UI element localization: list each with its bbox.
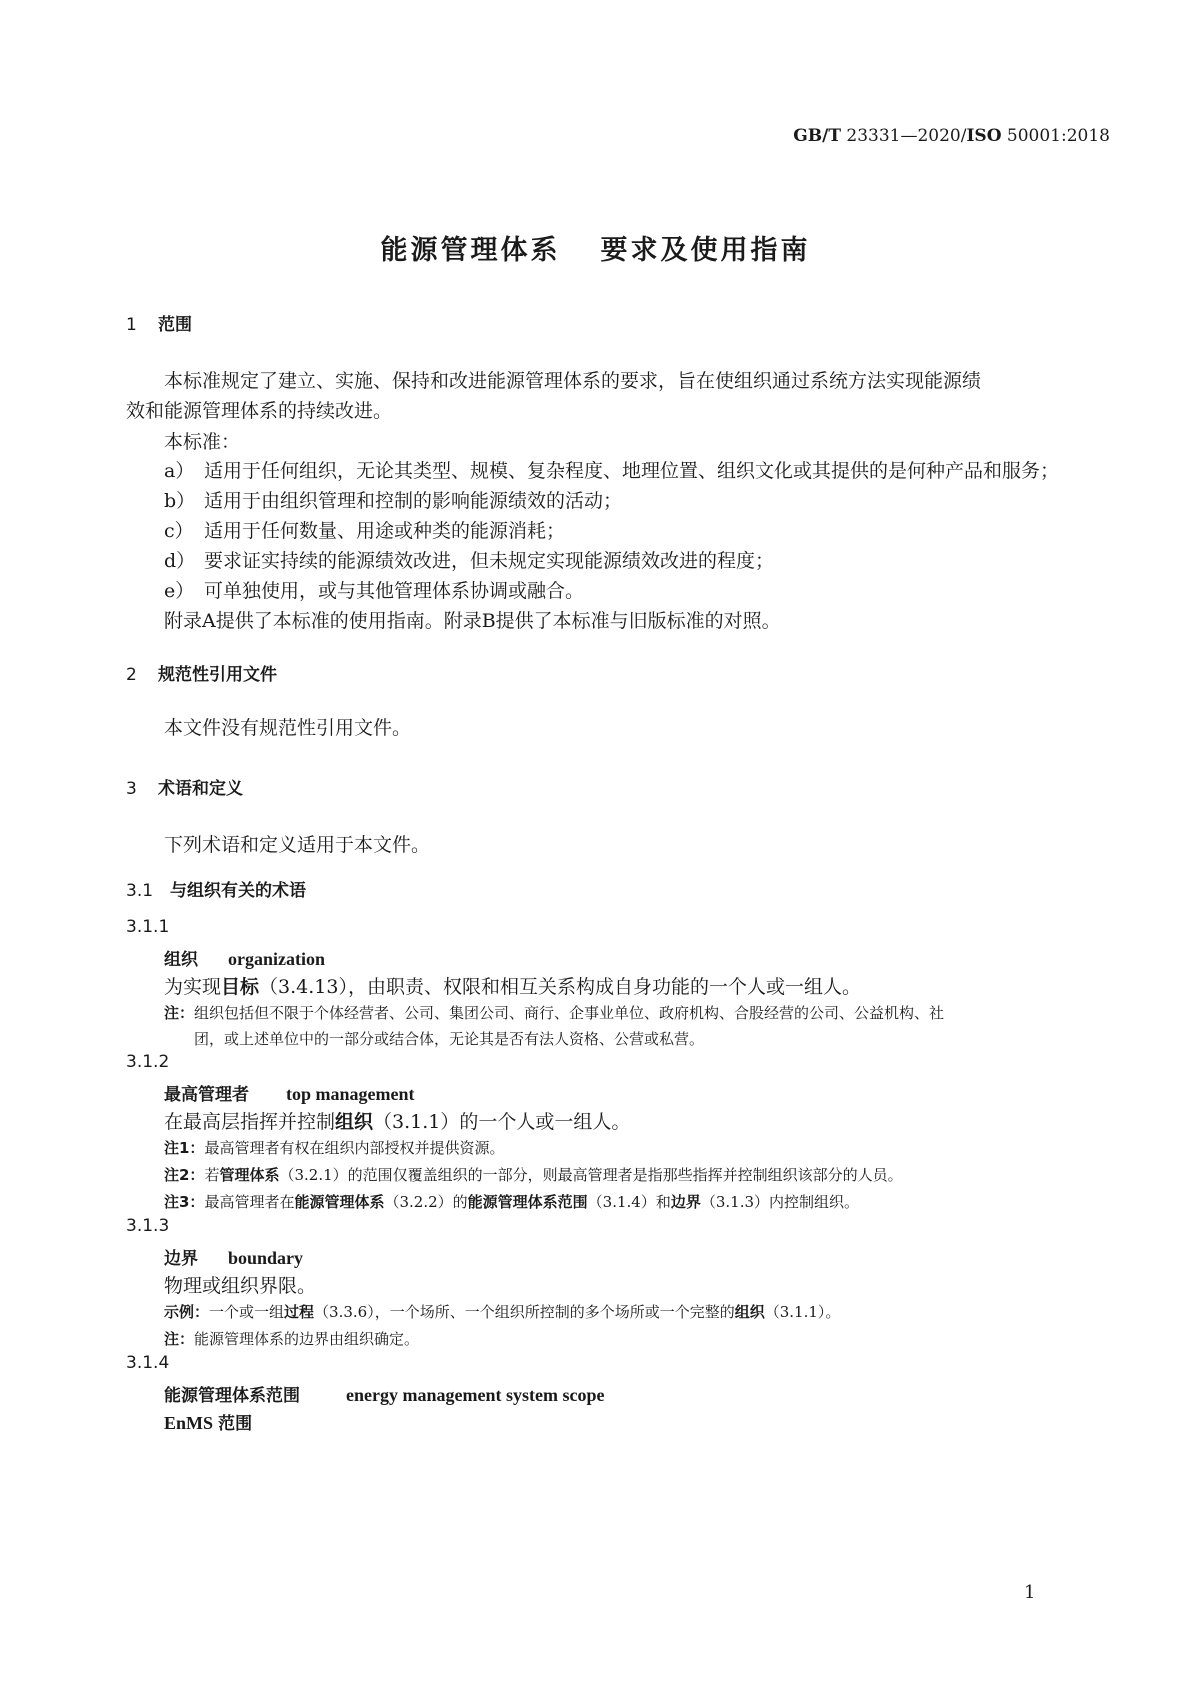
list-item: a） 适用于任何组织，无论其类型、规模、复杂程度、地理位置、组织文化或其提供的是何种产品和服务； <box>164 460 1060 482</box>
term-alternate: EnMS 范围 <box>164 1413 253 1434</box>
section-2-paragraph: 本文件没有规范性引用文件。 <box>164 717 412 739</box>
term-note: 注1：最高管理者有权在组织内部授权并提供资源。 <box>164 1139 505 1157</box>
term-heading: 最高管理者 top management <box>164 1084 415 1105</box>
list-item: d） 要求证实持续的能源绩效改进，但未规定实现能源绩效改进的程度； <box>164 550 775 572</box>
term-note: 注：能源管理体系的边界由组织确定。 <box>164 1330 420 1348</box>
list-item: c） 适用于任何数量、用途或种类的能源消耗； <box>164 520 566 542</box>
term-heading: 能源管理体系范围 energy management system scope <box>164 1385 605 1406</box>
section-1-heading: 1 范围 <box>126 315 192 335</box>
term-number: 3.1.4 <box>126 1353 170 1373</box>
term-note: 注3：最高管理者在能源管理体系（3.2.2）的能源管理体系范围（3.1.4）和边界（3.1.3）内控制组织。 <box>164 1193 860 1211</box>
section-3-1-heading: 3.1 与组织有关的术语 <box>126 881 306 901</box>
term-heading: 边界 boundary <box>164 1248 304 1269</box>
document-title: 能源管理体系 要求及使用指南 <box>380 235 811 266</box>
section-3-paragraph: 下列术语和定义适用于本文件。 <box>164 834 431 856</box>
section-1-intro: 本标准： <box>164 431 241 453</box>
term-definition: 为实现目标（3.4.13），由职责、权限和相互关系构成自身功能的一个人或一组人。 <box>164 976 861 998</box>
page-number: 1 <box>1024 1582 1036 1603</box>
term-number: 3.1.3 <box>126 1216 170 1236</box>
standard-number: GB/T 23331—2020/ISO 50001:2018 <box>793 126 1110 146</box>
term-example: 示例：一个或一组过程（3.3.6），一个场所、一个组织所控制的多个场所或一个完整的组织（3.1.1）。 <box>164 1303 841 1321</box>
term-note: 注2：若管理体系（3.2.1）的范围仅覆盖组织的一部分，则最高管理者是指那些指挥并控制组织该部分的人员。 <box>164 1166 903 1184</box>
term-definition: 在最高层指挥并控制组织（3.1.1）的一个人或一组人。 <box>164 1111 631 1133</box>
annex-note: 附录A提供了本标准的使用指南。附录B提供了本标准与旧版标准的对照。 <box>164 610 781 632</box>
section-3-heading: 3 术语和定义 <box>126 779 243 799</box>
section-1-paragraph-line2: 效和能源管理体系的持续改进。 <box>126 400 393 422</box>
term-note: 注：组织包括但不限于个体经营者、公司、集团公司、商行、企事业单位、政府机构、合股经营的公司、公益机构、社 <box>164 1004 945 1022</box>
list-item: e） 可单独使用，或与其他管理体系协调或融合。 <box>164 580 585 602</box>
list-item: b） 适用于由组织管理和控制的影响能源绩效的活动； <box>164 490 623 512</box>
term-note-continuation: 团，或上述单位中的一部分或结合体，无论其是否有法人资格、公营或私营。 <box>194 1030 705 1048</box>
section-2-heading: 2 规范性引用文件 <box>126 665 277 685</box>
term-number: 3.1.1 <box>126 917 170 937</box>
term-definition: 物理或组织界限。 <box>164 1275 317 1297</box>
term-heading: 组织 organization <box>164 949 325 970</box>
section-1-paragraph-line1: 本标准规定了建立、实施、保持和改进能源管理体系的要求，旨在使组织通过系统方法实现能源绩 <box>164 370 982 392</box>
term-number: 3.1.2 <box>126 1052 170 1072</box>
